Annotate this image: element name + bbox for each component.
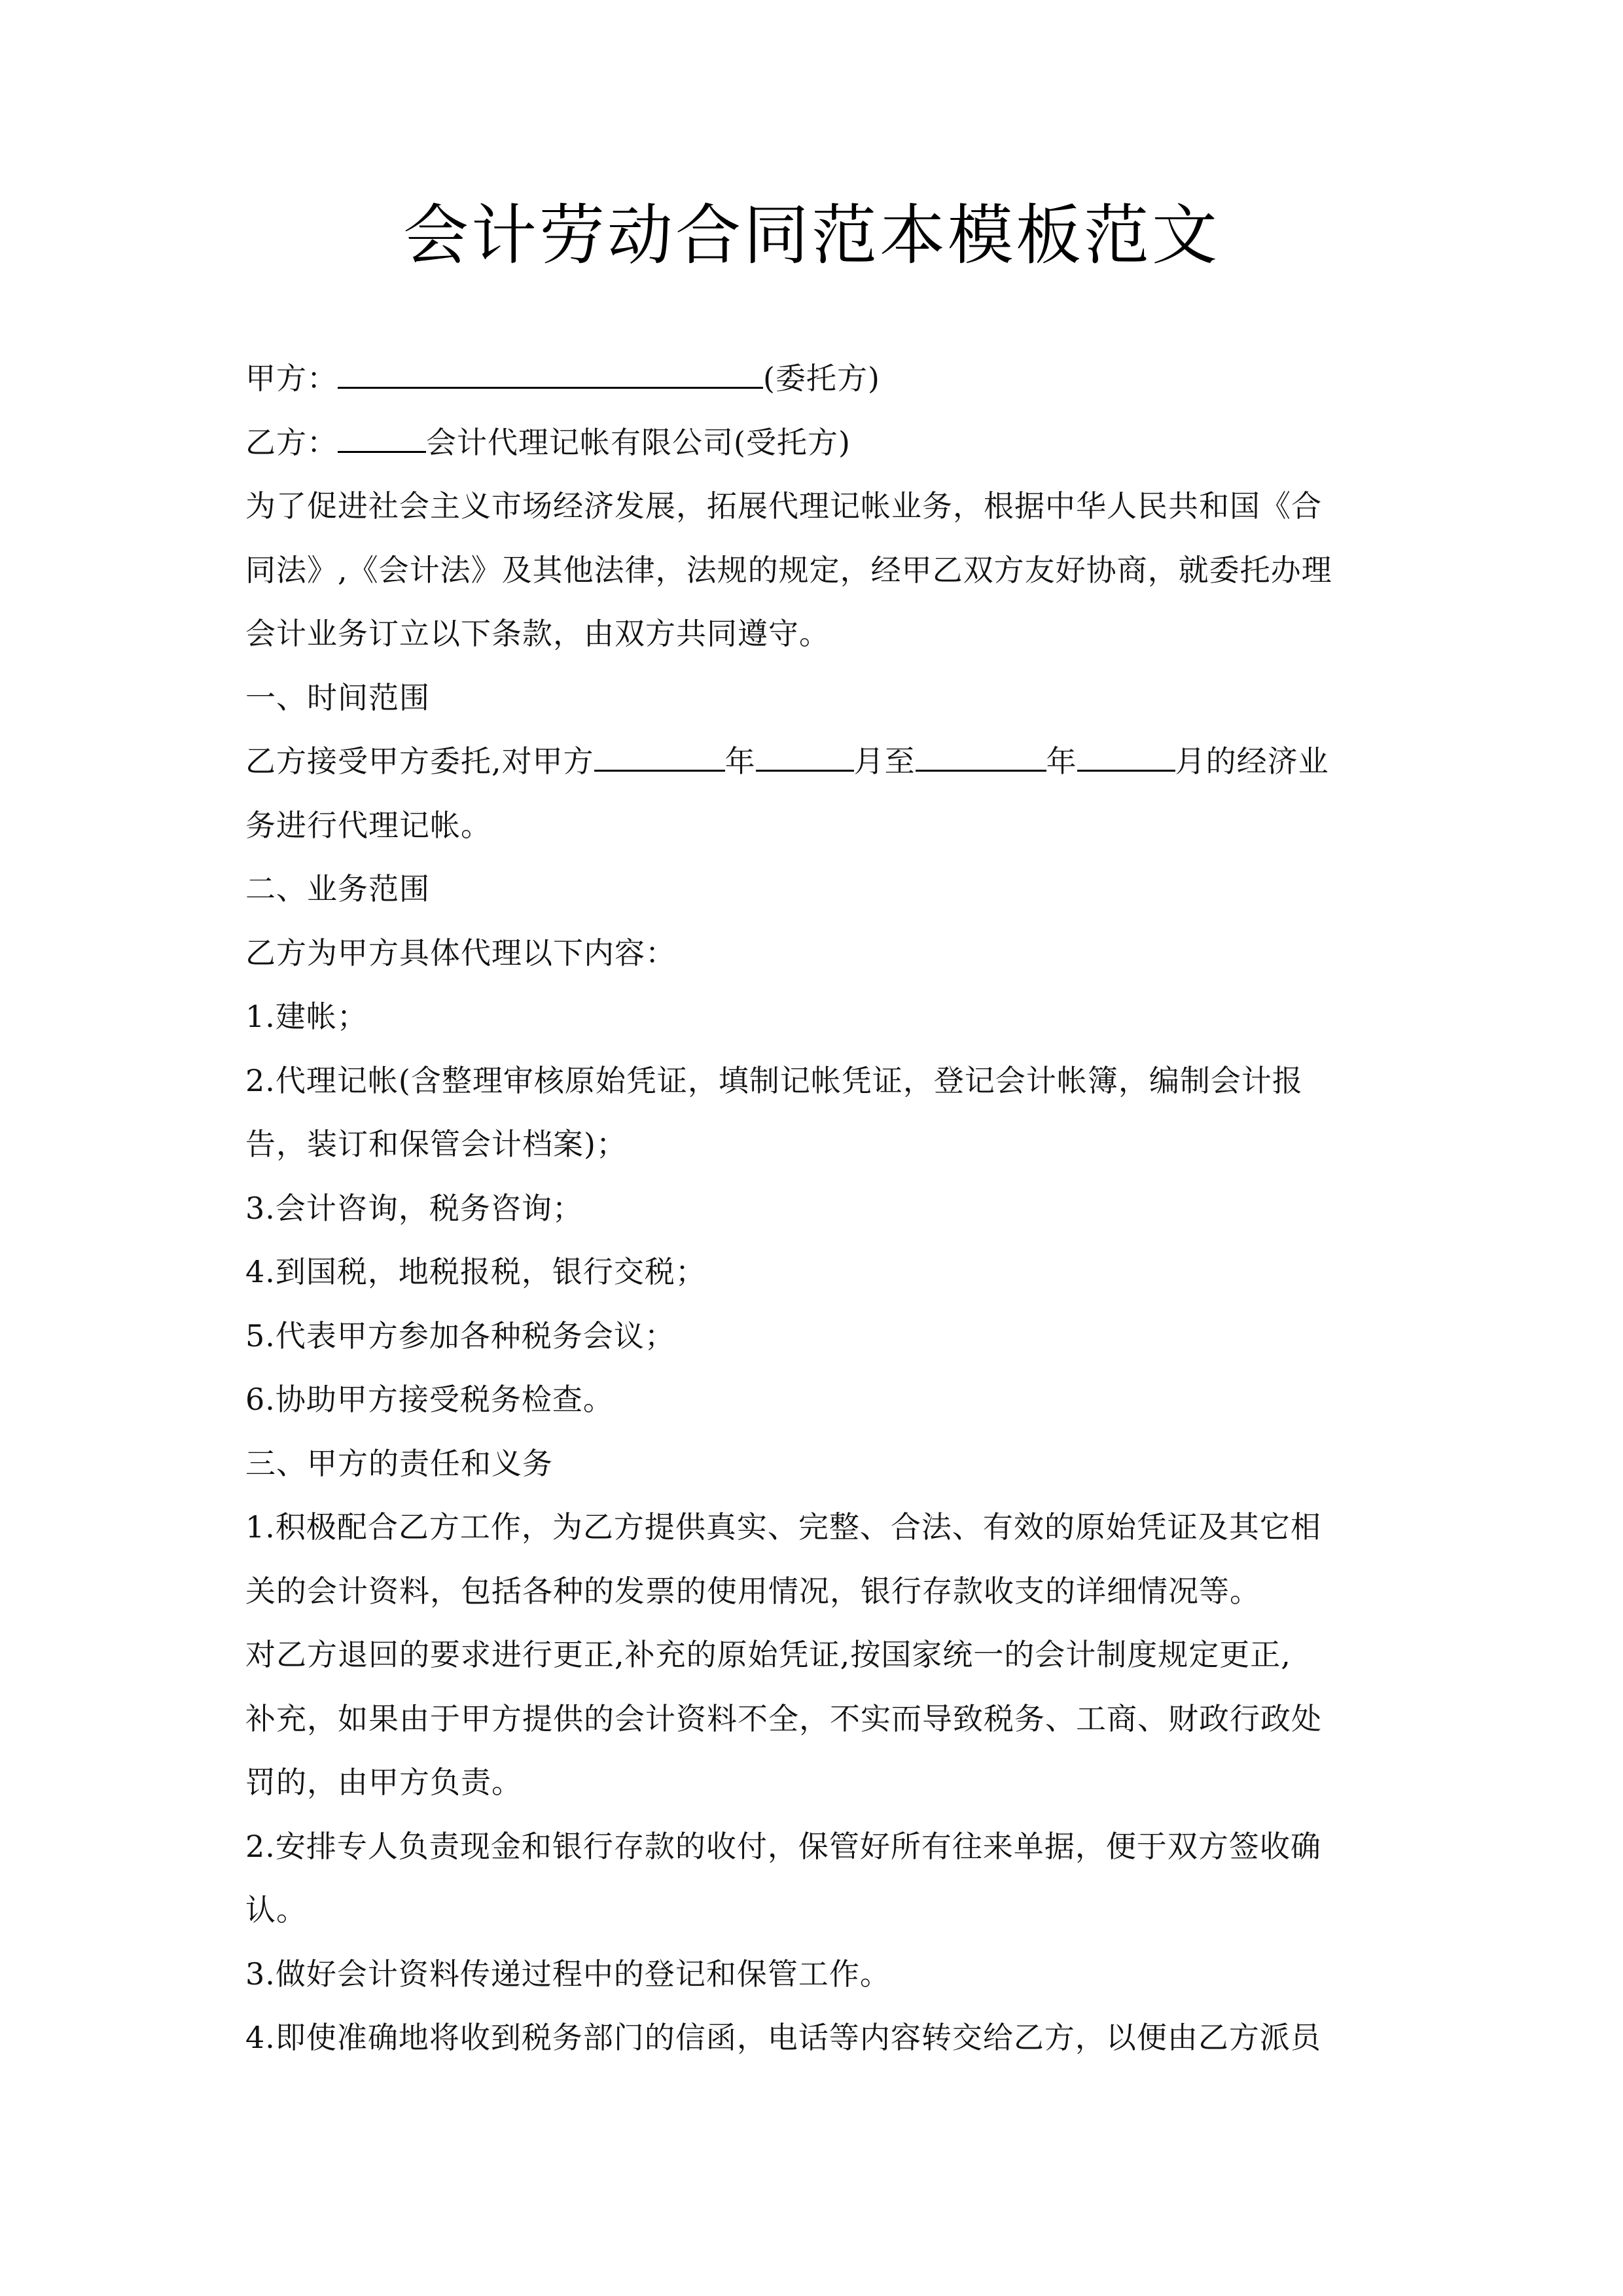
list-item: 2.代理记帐(含整理审核原始凭证，填制记帐凭证，登记会计帐簿，编制会计报 [245, 1062, 1303, 1098]
preamble-line: 同法》,《会计法》及其他法律，法规的规定，经甲乙双方友好协商，就委托办理 [245, 552, 1332, 588]
paragraph-line: 罚的，由甲方负责。 [245, 1765, 522, 1800]
end-year-blank [916, 742, 1046, 772]
end-month-blank [1077, 742, 1175, 772]
text-span: 月的经济业 [1175, 744, 1329, 779]
party-a-blank [338, 359, 763, 389]
party-b-company: 会计代理记帐有限公司(受托方) [426, 424, 851, 460]
list-item: 4.到国税，地税报税，银行交税； [245, 1254, 706, 1289]
paragraph-line: 4.即使准确地将收到税务部门的信函，电话等内容转交给乙方，以便由乙方派员 [245, 2020, 1321, 2055]
preamble-line: 为了促进社会主义市场经济发展，拓展代理记帐业务，根据中华人民共和国《合 [245, 488, 1322, 524]
party-a-line [245, 347, 1381, 411]
section-heading: 三、甲方的责任和义务 [245, 1445, 553, 1481]
start-year-blank [594, 742, 725, 772]
list-item: 1.建帐； [245, 999, 368, 1034]
start-month-blank [756, 742, 854, 772]
paragraph-line: 3.做好会计资料传递过程中的登记和保管工作。 [245, 1956, 891, 1992]
paragraph-line: 务进行代理记帐。 [245, 807, 491, 843]
time-range-line [245, 730, 1381, 794]
party-b-blank [338, 423, 426, 453]
party-a-suffix: (委托方) [763, 361, 880, 396]
paragraph-line: 关的会计资料，包括各种的发票的使用情况，银行存款收支的详细情况等。 [245, 1573, 1260, 1609]
list-item: 5.代表甲方参加各种税务会议； [245, 1318, 675, 1354]
party-a-label: 甲方： [245, 361, 338, 396]
text-span: 乙方接受甲方委托,对甲方 [245, 744, 594, 779]
document-title: 会计劳动合同范本模板范文 [403, 197, 1220, 274]
section-heading: 一、时间范围 [245, 679, 430, 715]
paragraph-line: 乙方为甲方具体代理以下内容： [245, 935, 676, 971]
list-item: 6.协助甲方接受税务检查。 [245, 1382, 614, 1417]
party-b-label: 乙方： [245, 424, 338, 460]
preamble-line: 会计业务订立以下条款，由双方共同遵守。 [245, 616, 830, 651]
section-heading: 二、业务范围 [245, 871, 430, 906]
paragraph-line: 对乙方退回的要求进行更正,补充的原始凭证,按国家统一的会计制度规定更正, [245, 1637, 1291, 1672]
list-item: 告，装订和保管会计档案)； [245, 1126, 627, 1162]
text-span: 月至 [853, 744, 916, 779]
paragraph-line: 补充，如果由于甲方提供的会计资料不全，不实而导致税务、工商、财政行政处 [245, 1700, 1322, 1736]
text-span: 年 [1046, 744, 1077, 779]
document-body [245, 347, 1381, 2070]
list-item: 3.会计咨询，税务咨询； [245, 1190, 583, 1226]
party-b-line [245, 411, 1381, 475]
text-span: 年 [724, 744, 756, 779]
paragraph-line: 2.安排专人负责现金和银行存款的收付，保管好所有往来单据，便于双方签收确 [245, 1828, 1321, 1864]
paragraph-line: 认。 [245, 1892, 307, 1928]
paragraph-line: 1.积极配合乙方工作，为乙方提供真实、完整、合法、有效的原始凭证及其它相 [245, 1509, 1321, 1545]
